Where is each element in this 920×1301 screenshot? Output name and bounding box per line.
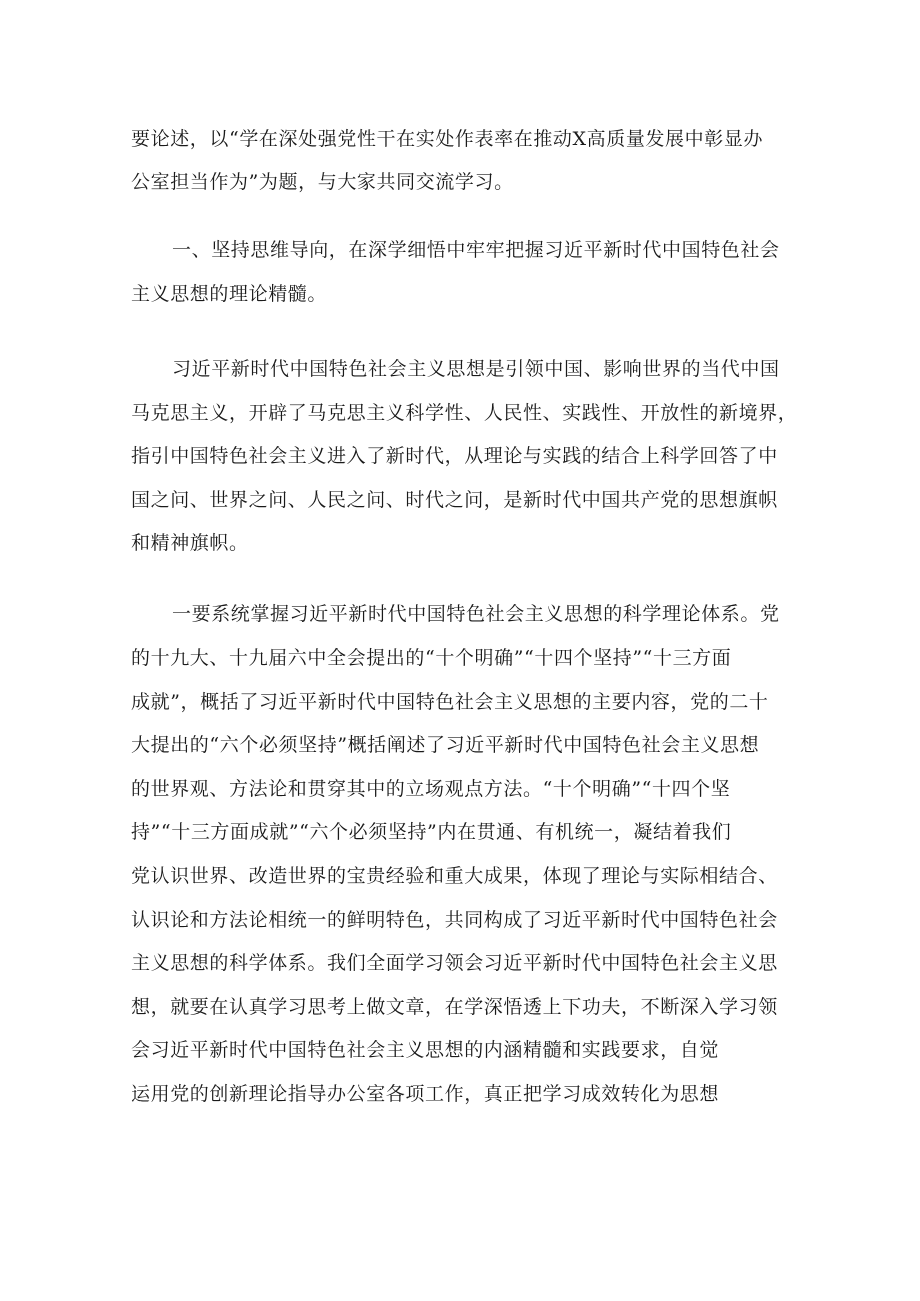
text-line: 的十九大、十九届六中全会提出的“十个明确”“十四个坚持”“十三方面 — [131, 647, 732, 669]
text-line: 习近平新时代中国特色社会主义思想是引领中国、影响世界的当代中国 — [172, 358, 780, 380]
section-heading-line: 主义思想的理论精髓。 — [131, 283, 328, 305]
text-line: 党认识世界、改造世界的宝贵经验和重大成果，体现了理论与实际相结合、 — [131, 865, 778, 887]
text-line: 指引中国特色社会主义进入了新时代，从理论与实践的结合上科学回答了中 — [131, 445, 778, 467]
text-line: 会习近平新时代中国特色社会主义思想的内涵精髓和实践要求，自觉 — [131, 1039, 720, 1061]
text-line: 公室担当作为”为题，与大家共同交流学习。 — [131, 171, 514, 193]
text-line: 马克思主义，开辟了马克思主义科学性、人民性、实践性、开放性的新境界， — [131, 402, 798, 424]
text-line: 主义思想的科学体系。我们全面学习领会习近平新时代中国特色社会主义思 — [131, 952, 778, 974]
text-line: 国之问、世界之问、人民之问、时代之问，是新时代中国共产党的思想旗帜 — [131, 489, 778, 511]
text-line: 持”“十三方面成就”“六个必须坚持”内在贯通、有机统一，凝结着我们 — [131, 821, 732, 843]
section-heading-line: 一、坚持思维导向，在深学细悟中牢牢把握习近平新时代中国特色社会 — [172, 239, 780, 261]
text-line: 的世界观、方法论和贯穿其中的立场观点方法。“十个明确”“十四个坚 — [131, 778, 731, 800]
text-line: 认识论和方法论相统一的鲜明特色，共同构成了习近平新时代中国特色社会 — [131, 909, 778, 931]
text-line: 一要系统掌握习近平新时代中国特色社会主义思想的科学理论体系。党 — [172, 603, 780, 625]
text-line: 和精神旗帜。 — [131, 532, 249, 554]
text-line: 运用党的创新理论指导办公室各项工作，真正把学习成效转化为思想 — [131, 1083, 720, 1105]
text-line: 想，就要在认真学习思考上做文章，在学深悟透上下功夫，不断深入学习领 — [131, 996, 778, 1018]
text-line: 要论述，以“学在深处强党性干在实处作表率在推动X高质量发展中彰显办 — [131, 128, 764, 150]
text-line: 大提出的“六个必须坚持”概括阐述了习近平新时代中国特色社会主义思想 — [131, 734, 760, 756]
text-line: 成就”，概括了习近平新时代中国特色社会主义思想的主要内容，党的二十 — [131, 691, 769, 713]
